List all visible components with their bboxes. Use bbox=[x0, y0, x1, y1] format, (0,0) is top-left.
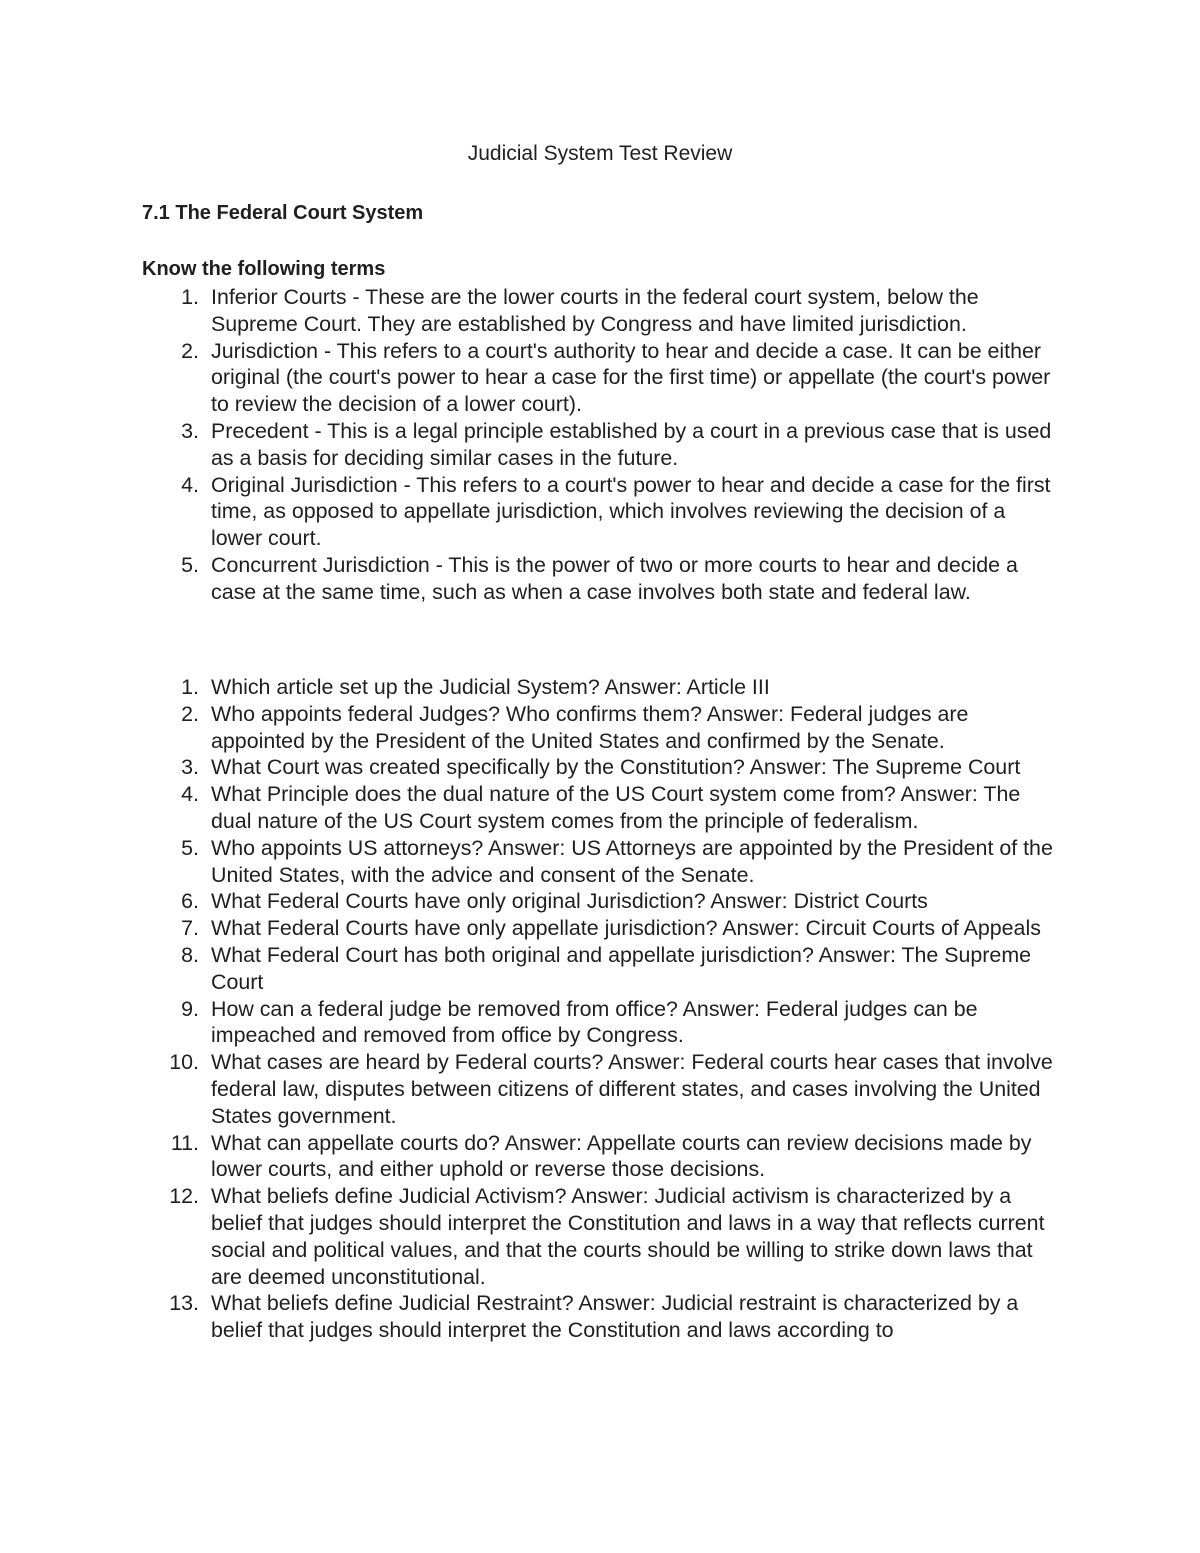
term-number: 5. bbox=[181, 552, 199, 577]
question-item bbox=[0, 781, 1200, 835]
term-item bbox=[0, 284, 1200, 338]
question-number: 4. bbox=[181, 782, 199, 807]
question-item bbox=[0, 888, 1200, 915]
question-number: 2. bbox=[181, 701, 199, 726]
question-text: What can appellate courts do? Answer: Appellate courts can review decisions made by lower courts, and either uphold or reverse those decisions. bbox=[211, 1130, 1032, 1182]
question-item bbox=[0, 674, 1200, 701]
term-number: 2. bbox=[181, 338, 199, 363]
question-item bbox=[0, 754, 1200, 781]
question-text: What Federal Courts have only appellate jurisdiction? Answer: Circuit Courts of Appeals bbox=[211, 916, 1041, 941]
question-item bbox=[0, 915, 1200, 942]
question-number: 11. bbox=[170, 1130, 199, 1155]
term-number: 4. bbox=[181, 472, 199, 497]
term-item bbox=[0, 552, 1200, 606]
question-number: 12. bbox=[169, 1184, 199, 1209]
question-text: Who appoints US attorneys? Answer: US Attorneys are appointed by the President of the United States, with the advice and consent of the Senate. bbox=[211, 835, 1053, 887]
terms-heading: Know the following terms bbox=[142, 258, 386, 280]
term-text: Jurisdiction - This refers to a court's authority to hear and decide a case. It can be either original (the court's power to hear a case for the first time) or appellate (the court's power to review the decision of a lower court). bbox=[211, 338, 1051, 417]
question-text: Which article set up the Judicial System? Answer: Article III bbox=[211, 675, 770, 699]
term-text: Concurrent Jurisdiction - This is the power of two or more courts to hear and decide a case at the same time, such as when a case involves both state and federal law. bbox=[211, 552, 1018, 604]
question-item bbox=[0, 1049, 1200, 1129]
question-number: 10. bbox=[169, 1050, 199, 1075]
term-text: Inferior Courts - These are the lower courts in the federal court system, below the Supreme Court. They are established by Congress and have limited jurisdiction. bbox=[211, 285, 979, 336]
section-heading: 7.1 The Federal Court System bbox=[142, 202, 424, 224]
question-text: How can a federal judge be removed from office? Answer: Federal judges can be impeached and removed from office by Congress. bbox=[211, 996, 978, 1048]
question-number: 7. bbox=[181, 916, 199, 941]
term-number: 3. bbox=[181, 418, 199, 443]
question-item bbox=[0, 1290, 1200, 1344]
question-number: 8. bbox=[181, 942, 199, 967]
question-number: 9. bbox=[181, 996, 199, 1021]
question-item bbox=[0, 835, 1200, 889]
term-item bbox=[0, 338, 1200, 418]
question-number: 5. bbox=[181, 835, 199, 860]
question-text: What Court was created specifically by the Constitution? Answer: The Supreme Court bbox=[211, 755, 1021, 780]
question-text: What Federal Court has both original and appellate jurisdiction? Answer: The Supreme Court bbox=[211, 942, 1032, 994]
question-number: 1. bbox=[181, 675, 199, 699]
question-text: Who appoints federal Judges? Who confirms them? Answer: Federal judges are appointed by the President of the United States and confirmed by the Senate. bbox=[211, 701, 969, 753]
question-number: 6. bbox=[181, 889, 199, 914]
question-item bbox=[0, 1130, 1200, 1184]
question-item bbox=[0, 1183, 1200, 1290]
term-number: 1. bbox=[181, 285, 199, 309]
question-text: What cases are heard by Federal courts? Answer: Federal courts hear cases that involve federal law, disputes between citizens of different states, and cases involving the United States government. bbox=[211, 1050, 1053, 1128]
question-item bbox=[0, 942, 1200, 996]
document-title: Judicial System Test Review bbox=[467, 142, 733, 165]
question-text: What beliefs define Judicial Restraint? Answer: Judicial restraint is characterized by a belief that judges should interpret the Constitution and laws according to bbox=[211, 1291, 1019, 1343]
question-item bbox=[0, 996, 1200, 1050]
questions-list bbox=[0, 674, 1200, 1344]
question-number: 13. bbox=[169, 1291, 199, 1316]
term-text: Precedent - This is a legal principle established by a court in a previous case that is used as a basis for deciding similar cases in the future. bbox=[211, 418, 1052, 470]
question-text: What Principle does the dual nature of the US Court system come from? Answer: The dual nature of the US Court system comes from the principle of federalism. bbox=[211, 782, 1021, 833]
question-text: What beliefs define Judicial Activism? Answer: Judicial activism is characterized by a belief that judges should interpret the Constitution and laws in a way that reflects current social and political values, and that the courts should be willing to strike down laws that are deemed unconstitutional. bbox=[211, 1184, 1045, 1289]
term-text: Original Jurisdiction - This refers to a court's power to hear and decide a case for the first time, as opposed to appellate jurisdiction, which involves reviewing the decision of a lower court. bbox=[211, 472, 1051, 551]
question-number: 3. bbox=[181, 755, 199, 780]
question-text: What Federal Courts have only original Jurisdiction? Answer: District Courts bbox=[211, 889, 928, 914]
term-item bbox=[0, 418, 1200, 472]
term-item bbox=[0, 472, 1200, 552]
terms-list bbox=[0, 284, 1200, 606]
question-item bbox=[0, 701, 1200, 755]
